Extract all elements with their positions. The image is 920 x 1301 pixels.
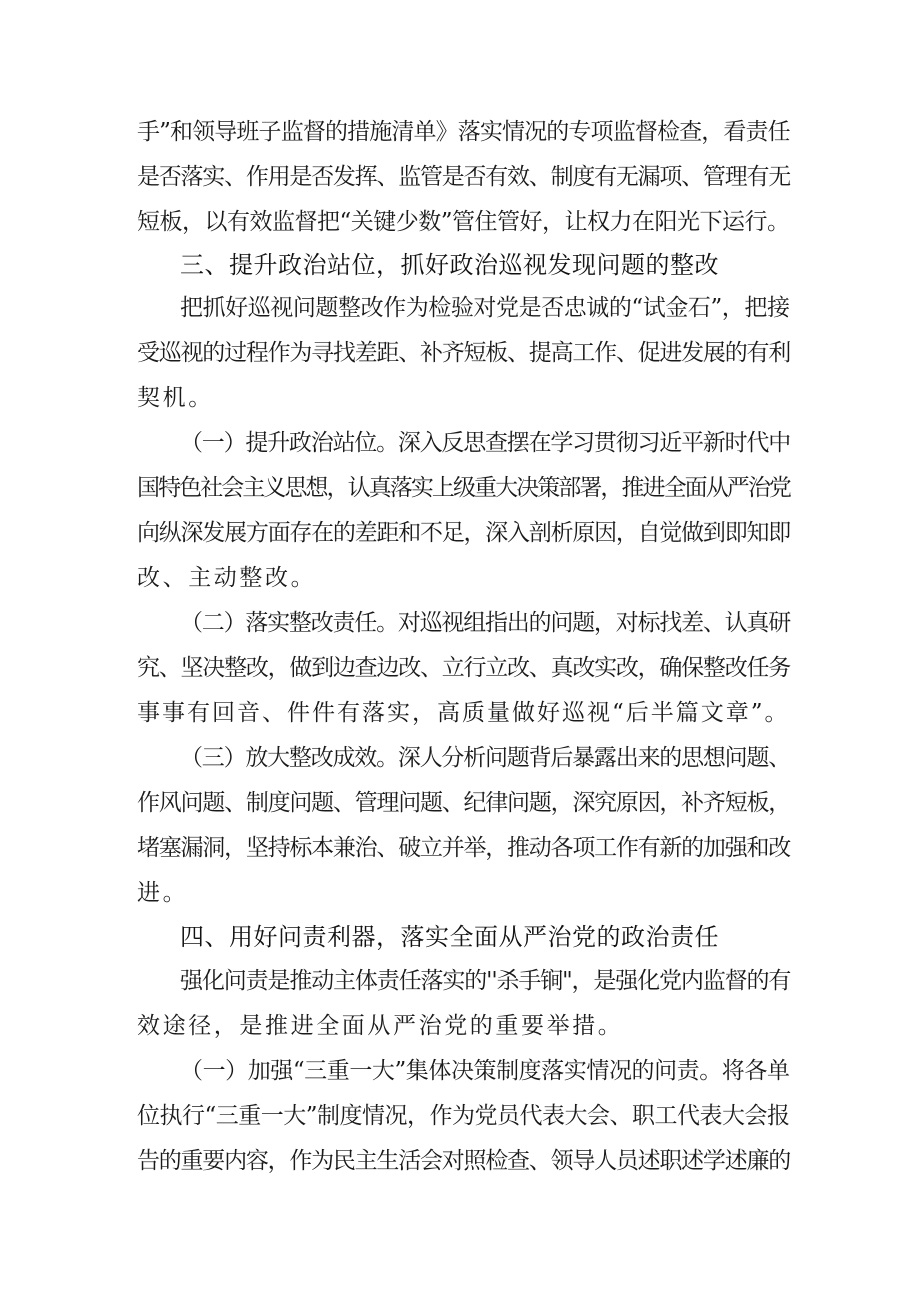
text-line: 短板，以有效监督把“关键少数”管住管好，让权力在阳光下运行。 bbox=[137, 209, 790, 235]
text-line: 受巡视的过程作为寻找差距、补齐短板、提高工作、促进发展的有利 bbox=[137, 340, 791, 366]
text-line: （三）放大整改成效。深人分析问题背后暴露出来的思想问题、 bbox=[180, 745, 791, 771]
text-line: 堵塞漏洞，坚持标本兼治、破立并举，推动各项工作有新的加强和改 bbox=[137, 835, 791, 861]
text-line: 位执行“三重一大”制度情况，作为党员代表大会、职工代表大会报 bbox=[137, 1103, 790, 1129]
text-line: 强化问责是推动主体责任落实的''杀手锏"，是强化党内监督的有 bbox=[180, 968, 791, 994]
text-line: 把抓好巡视问题整改作为检验对党是否忠诚的“试金石”，把接 bbox=[180, 295, 790, 321]
text-line: 契机。 bbox=[137, 385, 214, 411]
text-line: 作风问题、制度问题、管理问题、纪律问题，深究原因，补齐短板， bbox=[137, 790, 791, 816]
text-line: 告的重要内容，作为民主生活会对照检查、领导人员述职述学述廉的 bbox=[137, 1148, 791, 1174]
text-line: 事事有回音、件件有落实，高质量做好巡视“后半篇文章”。 bbox=[137, 700, 790, 726]
text-line: 改、主动整改。 bbox=[137, 565, 317, 591]
text-line: 进。 bbox=[137, 880, 189, 906]
text-line: 效途径，是推进全面从严治党的重要举措。 bbox=[137, 1013, 624, 1039]
text-line: （一）提升政治站位。深入反思查摆在学习贯彻习近平新时代中 bbox=[180, 430, 791, 456]
text-line: 手”和领导班子监督的措施清单》落实情况的专项监督检查，看责任 bbox=[137, 119, 790, 145]
text-line: （一）加强“三重一大”集体决策制度落实情况的问责。将各单 bbox=[180, 1058, 790, 1084]
text-line: 国特色社会主义思想，认真落实上级重大决策部署，推进全面从严治党 bbox=[137, 475, 791, 501]
text-line: 向纵深发展方面存在的差距和不足，深入剖析原因，自觉做到即知即 bbox=[137, 520, 791, 546]
section-heading: 三、提升政治站位，抓好政治巡视发现问题的整改 bbox=[180, 251, 719, 279]
text-line: 究、坚决整改，做到边查边改、立行立改、真改实改，确保整改任务 bbox=[137, 655, 791, 681]
text-line: （二）落实整改责任。对巡视组指出的问题，对标找差、认真研 bbox=[180, 610, 791, 636]
section-heading: 四、用好问责利器，落实全面从严治党的政治责任 bbox=[180, 923, 719, 951]
text-line: 是否落实、作用是否发挥、监管是否有效、制度有无漏项、管理有无 bbox=[137, 164, 791, 190]
